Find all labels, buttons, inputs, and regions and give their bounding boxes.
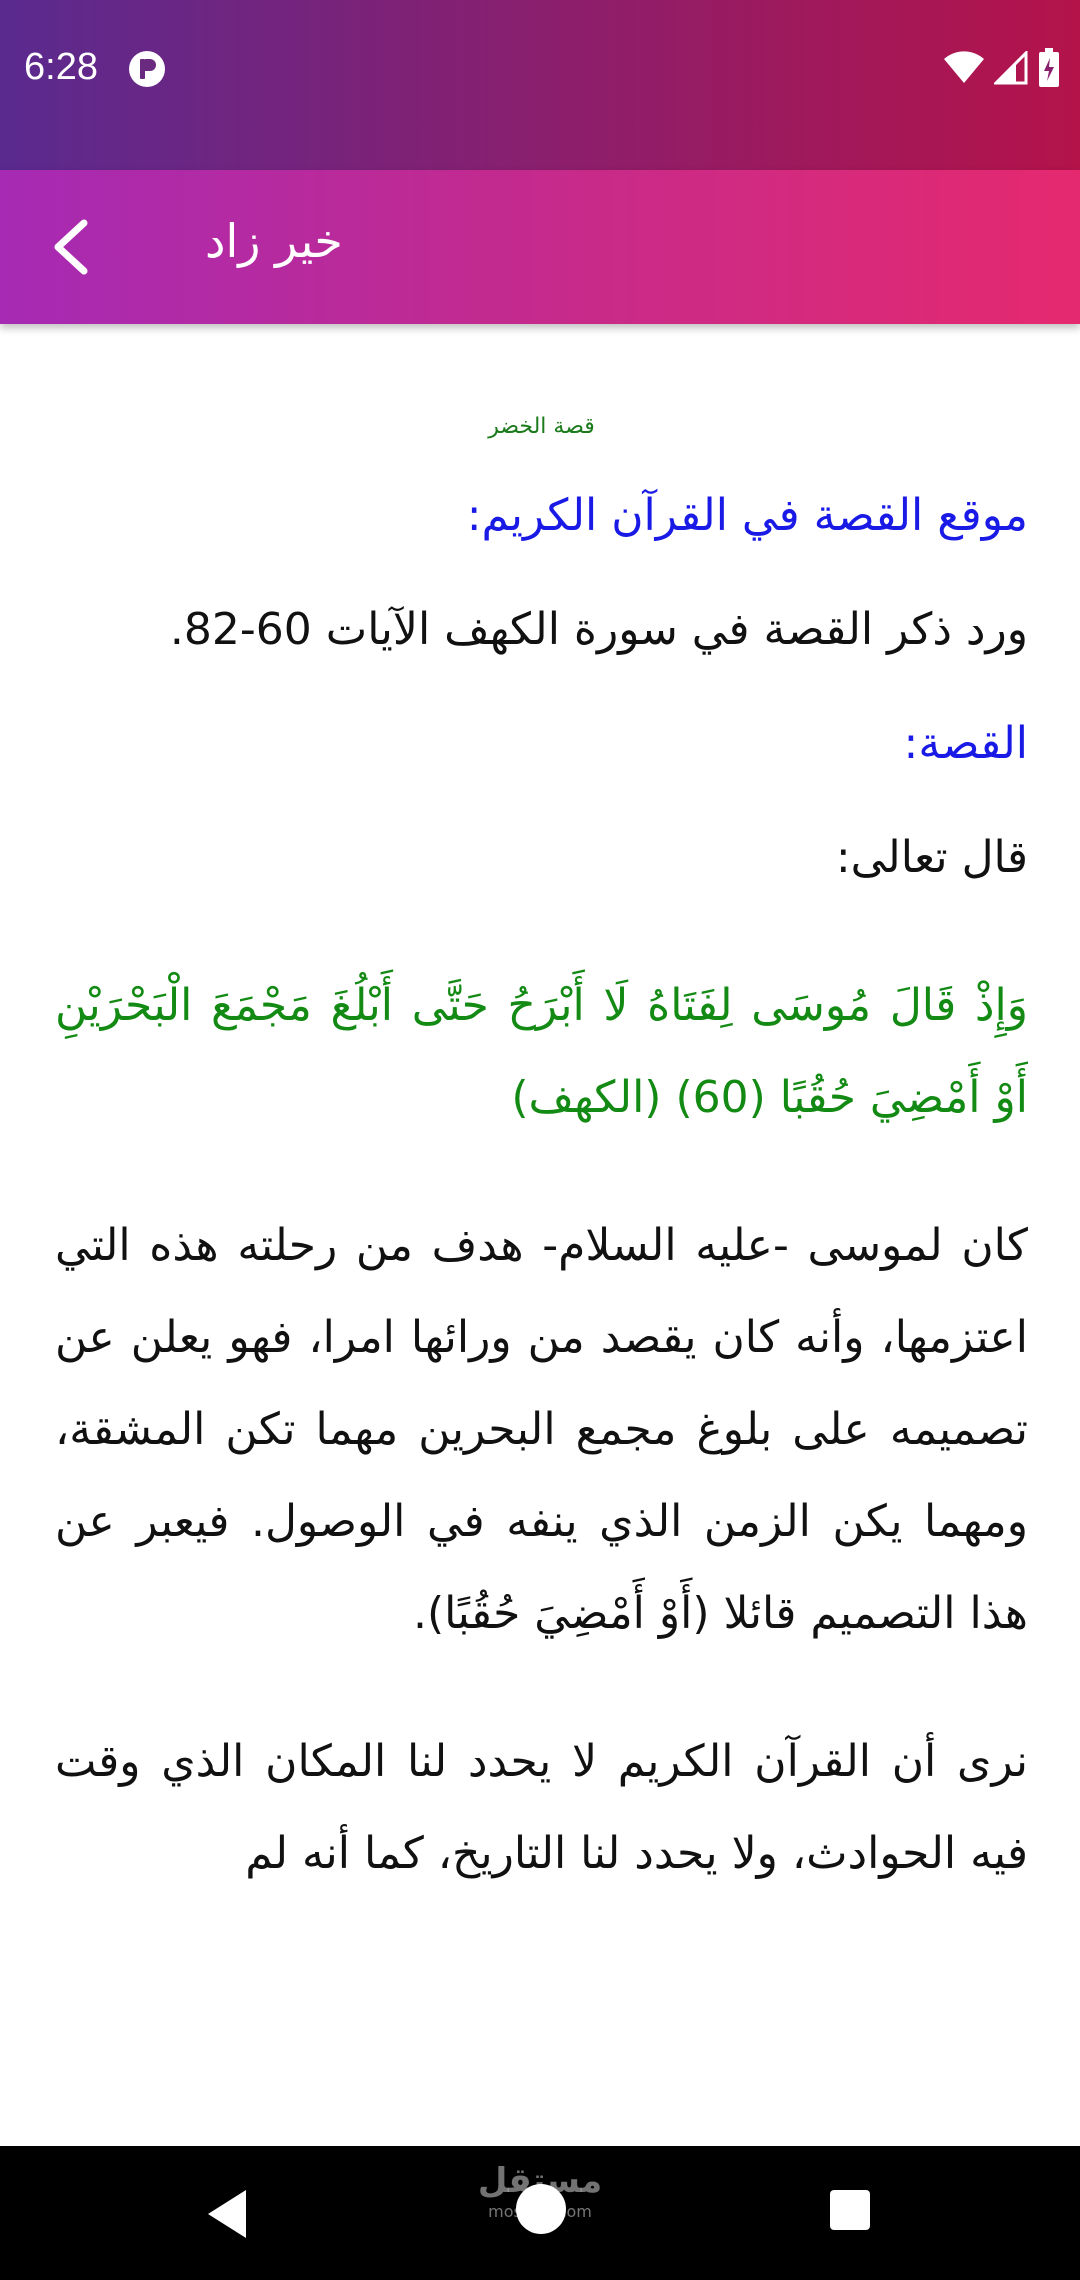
cell-signal-icon [994,51,1028,85]
app-title: خير زاد [205,214,343,268]
watermark [470,2160,610,2250]
back-button[interactable] [30,210,110,284]
recents-square-icon[interactable] [830,2190,870,2230]
location-text: ورد ذكر القصة في سورة الكهف الآيات 60-82. [169,604,1028,655]
story-title: قصة الخضر [488,414,595,439]
location-heading: موقع القصة في القرآن الكريم: [466,490,1028,541]
notification-app-icon [128,50,166,88]
intro-text: قال تعالى: [835,832,1028,883]
chevron-left-icon [48,217,92,277]
status-icons [944,46,1060,90]
back-triangle-icon[interactable] [198,2184,258,2244]
article-content [55,324,1028,2146]
watermark-text: مستقل [477,2161,603,2201]
status-bar [0,0,1080,170]
quran-verse: وَإِذْ قَالَ مُوسَى لِفَتَاهُ لَا أَبْرَحُ حَتَّى أَبْلُغَ مَجْمَعَ الْبَحْرَيْنِ أَوْ أَمْضِيَ حُقُبًا (60) (الكهف) [55,980,1028,1123]
wifi-icon [944,51,984,85]
watermark-sub: mostaql.com [488,2202,592,2221]
paragraph-2: نرى أن القرآن الكريم لا يحدد لنا المكان الذي وقت فيه الحوادث، ولا يحدد لنا التاريخ، كما أنه لم [55,1736,1028,1879]
status-time: 6:28 [24,46,98,88]
story-heading: القصة: [903,718,1028,769]
paragraph-1: كان لموسى -عليه السلام- هدف من رحلته هذه التي اعتزمها، وأنه كان يقصد من ورائها امرا، فهو يعلن عن تصميمه على بلوغ مجمع البحرين مهما تكن المشقة، ومهما يكن الزمن الذي ينفه في الوصول. فيعبر عن هذا التصميم قائلا (أَوْ أَمْضِيَ حُقُبًا). [55,1220,1028,1639]
app-bar [0,170,1080,324]
battery-charging-icon [1038,48,1060,88]
